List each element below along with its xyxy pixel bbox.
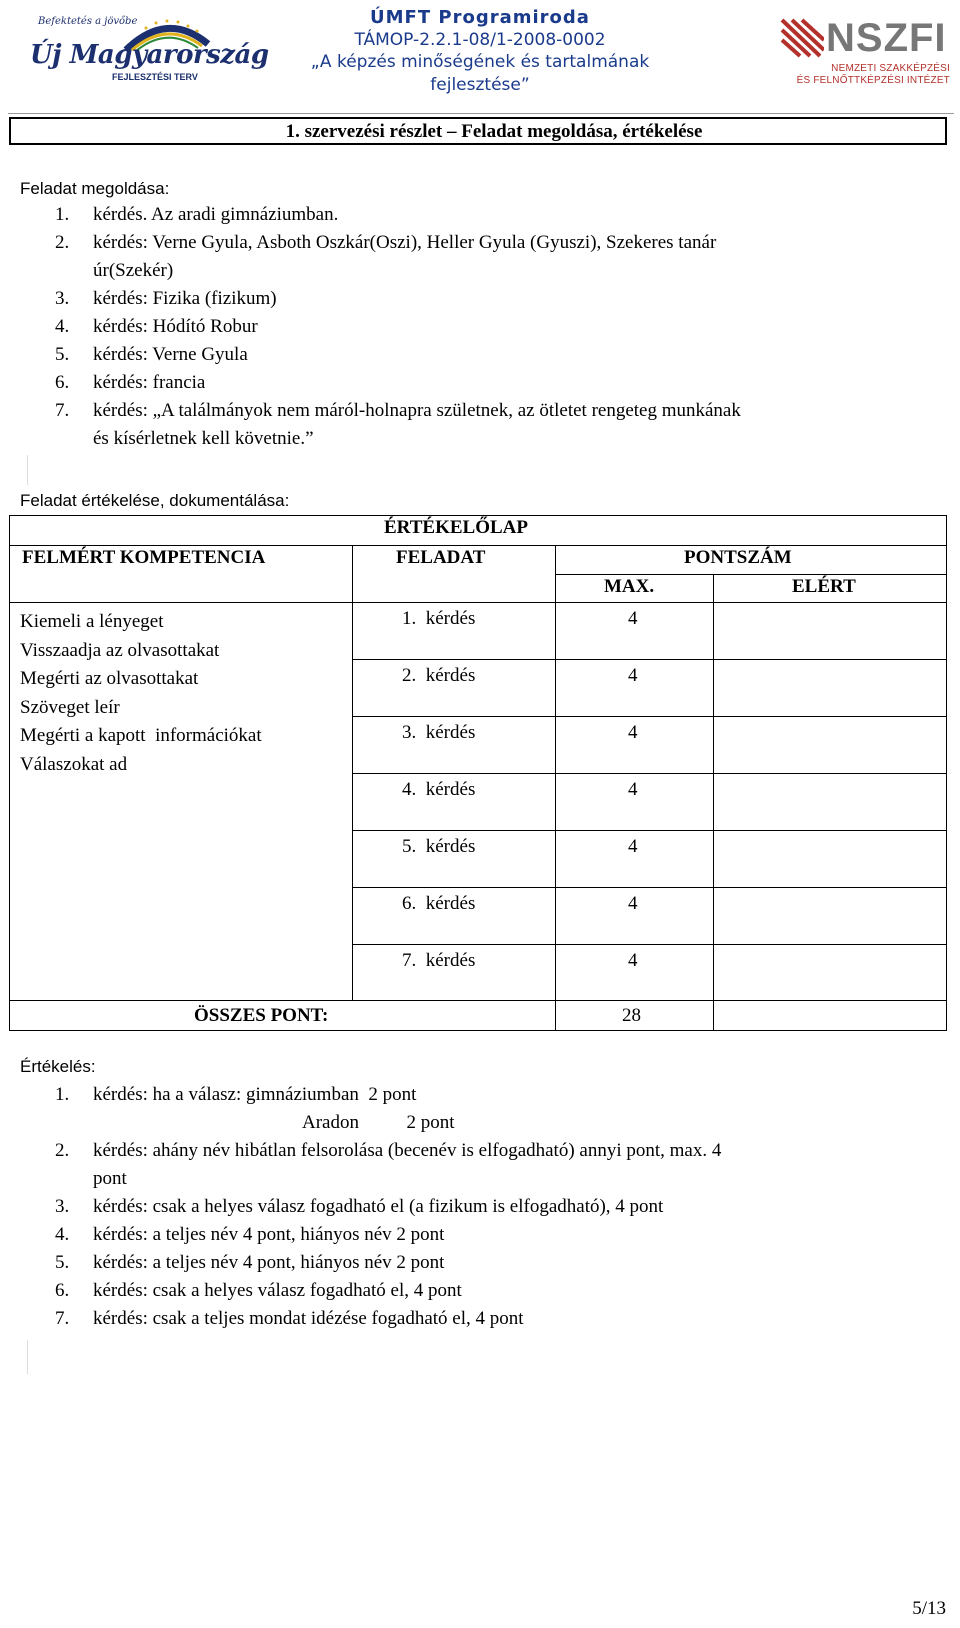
item-number: 6. <box>55 1280 70 1301</box>
table-line <box>9 1030 947 1031</box>
margin-marker <box>27 1340 28 1374</box>
project-code: TÁMOP-2.2.1-08/1-2008-0002 <box>354 30 606 50</box>
list-item <box>20 1249 940 1277</box>
table-line <box>555 545 556 1031</box>
total-label: ÖSSZES PONT: <box>194 1005 329 1026</box>
competency-list <box>20 608 262 779</box>
max-cell: 4 <box>628 665 638 686</box>
task-cell: 2. kérdés <box>402 665 476 686</box>
item-number: 6. <box>55 372 70 393</box>
evaluation-doc-label: Feladat értékelése, dokumentálása: <box>20 491 290 510</box>
item-number: 2. <box>55 1140 70 1161</box>
competency-item: Válaszokat ad <box>20 753 128 775</box>
item-text-cont: pont <box>93 1168 127 1189</box>
item-number: 4. <box>55 316 70 337</box>
col-points-header: PONTSZÁM <box>684 547 792 568</box>
item-text: kérdés: csak a helyes válasz fogadható el, 4 pont <box>93 1280 462 1301</box>
table-line <box>9 545 947 546</box>
item-text: kérdés. Az aradi gimnáziumban. <box>93 204 339 225</box>
item-number: 7. <box>55 400 70 421</box>
table-line <box>352 944 947 945</box>
item-number: 3. <box>55 288 70 309</box>
logo-tagline: Befektetés a jövőbe <box>38 16 138 27</box>
competency-item: Megérti a kapott információkat <box>20 725 262 746</box>
table-line <box>555 574 947 575</box>
max-cell: 4 <box>628 779 638 800</box>
item-text: kérdés: csak a helyes válasz fogadható el (a fizikum is elfogadható), 4 pont <box>93 1196 664 1217</box>
nszfi-institute-line1: NEMZETI SZAKKÉPZÉSI <box>831 63 950 74</box>
item-number: 7. <box>55 1308 70 1329</box>
item-text: kérdés: csak a teljes mondat idézése fogadható el, 4 pont <box>93 1308 524 1329</box>
table-line <box>352 773 947 774</box>
item-number: 3. <box>55 1196 70 1217</box>
logo-brand: Új Magyarország <box>30 40 269 70</box>
list-item <box>20 1221 940 1249</box>
max-cell: 4 <box>628 722 638 743</box>
item-number: 5. <box>55 1252 70 1273</box>
item-text: kérdés: a teljes név 4 pont, hiányos név 2 pont <box>93 1252 445 1273</box>
table-line <box>9 515 947 516</box>
task-cell: 5. kérdés <box>402 836 476 857</box>
max-cell: 4 <box>628 836 638 857</box>
nszfi-wordmark: NSZFI <box>826 16 947 60</box>
max-cell: 4 <box>628 950 638 971</box>
item-text: kérdés: francia <box>93 372 206 393</box>
task-cell: 6. kérdés <box>402 893 476 914</box>
table-title: ÉRTÉKELŐLAP <box>384 517 528 538</box>
competency-item: Visszaadja az olvasottakat <box>20 639 220 661</box>
table-line <box>9 602 947 603</box>
item-text: kérdés: Verne Gyula <box>93 344 248 365</box>
max-cell: 4 <box>628 608 638 629</box>
program-office: ÚMFT Programiroda <box>370 7 590 28</box>
item-text: kérdés: ahány név hibátlan felsorolása (becenév is elfogadható) annyi pont, max. 4 <box>93 1140 722 1161</box>
section-title: 1. szervezési részlet – Feladat megoldása, értékelése <box>285 121 703 142</box>
item-number: 5. <box>55 344 70 365</box>
item-number: 4. <box>55 1224 70 1245</box>
solution-label: Feladat megoldása: <box>20 179 170 198</box>
item-number: 1. <box>55 204 70 225</box>
task-cell: 3. kérdés <box>402 722 476 743</box>
col-competence-header: FELMÉRT KOMPETENCIA <box>22 547 266 568</box>
item-text: kérdés: Fizika (fizikum) <box>93 288 277 309</box>
table-line <box>352 545 353 1001</box>
item-text-cont: úr(Szekér) <box>93 260 174 281</box>
list-item <box>20 1193 940 1221</box>
table-line <box>352 716 947 717</box>
competency-item: Szöveget leír <box>20 696 120 718</box>
task-cell: 1. kérdés <box>402 608 476 629</box>
table-line <box>352 887 947 888</box>
table-line <box>9 515 10 1031</box>
max-cell: 4 <box>628 893 638 914</box>
table-line <box>352 659 947 660</box>
list-item <box>20 1137 940 1193</box>
item-number: 2. <box>55 232 70 253</box>
table-line <box>352 830 947 831</box>
logo-plan: FEJLESZTÉSI TERV <box>112 72 198 82</box>
col-achieved-header: ELÉRT <box>792 576 856 597</box>
total-max: 28 <box>622 1005 641 1026</box>
item-text: kérdés: „A találmányok nem máról-holnapra születnek, az ötletet rengeteg munkának <box>93 400 741 421</box>
competency-item: Kiemeli a lényeget <box>20 611 164 632</box>
project-title-line2: fejlesztése” <box>430 75 530 95</box>
item-text: kérdés: a teljes név 4 pont, hiányos név 2 pont <box>93 1224 445 1245</box>
col-max-header: MAX. <box>604 576 655 597</box>
list-item <box>20 1081 940 1137</box>
list-item <box>20 1305 940 1333</box>
scoring-label: Értékelés: <box>20 1057 96 1076</box>
nszfi-institute-line2: ÉS FELNŐTTKÉPZÉSI INTÉZET <box>796 75 950 86</box>
item-text-cont: és kísérletnek kell követnie.” <box>93 428 314 449</box>
table-line <box>9 1000 947 1001</box>
page-number: 5/13 <box>912 1598 946 1619</box>
item-text: kérdés: ha a válasz: gimnáziumban 2 pont <box>93 1084 417 1105</box>
item-number: 1. <box>55 1084 70 1105</box>
project-title-line1: „A képzés minőségének és tartalmának <box>310 52 650 72</box>
task-cell: 7. kérdés <box>402 950 476 971</box>
item-text: kérdés: Hódító Robur <box>93 316 258 337</box>
table-line <box>946 515 947 1031</box>
task-cell: 4. kérdés <box>402 779 476 800</box>
competency-item: Megérti az olvasottakat <box>20 668 199 689</box>
item-text-cont: Aradon 2 pont <box>302 1112 455 1133</box>
item-text: kérdés: Verne Gyula, Asboth Oszkár(Oszi), Heller Gyula (Gyuszi), Szekeres tanár <box>93 232 717 253</box>
table-line <box>713 574 714 1031</box>
col-task-header: FELADAT <box>396 547 486 568</box>
list-item <box>20 1277 940 1305</box>
scoring-list <box>20 1081 940 1333</box>
